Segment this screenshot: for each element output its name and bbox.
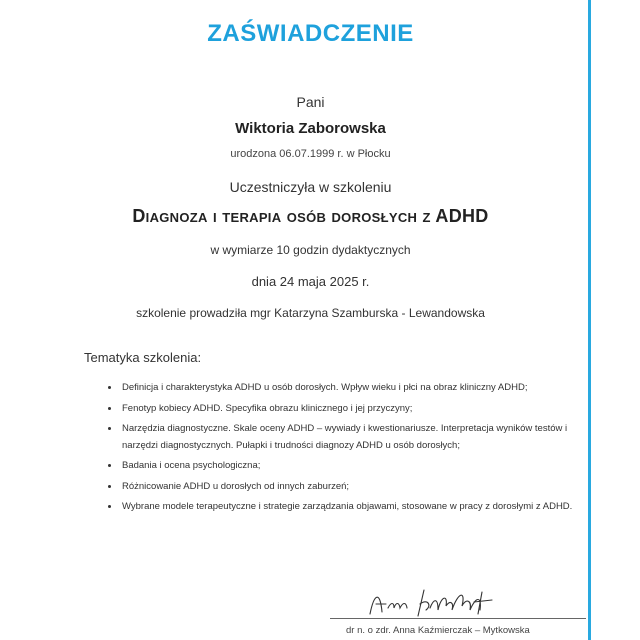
topics-list <box>96 380 580 520</box>
topic-item: • Definicja i charakterystyka ADHD u osób dorosłych. Wpływ wieku i płci na obraz kliniczny ADHD; <box>120 380 580 397</box>
certificate-title: ZAŚWIADCZENIE <box>207 20 414 47</box>
topic-item: • Różnicowanie ADHD u dorosłych od innych zaburzeń; <box>120 479 580 496</box>
birth-info: urodzona 06.07.1999 r. w Płocku <box>230 148 391 160</box>
handwritten-signature <box>360 584 510 620</box>
topics-heading: Tematyka szkolenia: <box>84 350 202 365</box>
signature-line <box>330 618 586 619</box>
course-conductor: szkolenie prowadziła mgr Katarzyna Szamburska - Lewandowska <box>136 306 485 320</box>
salutation: Pani <box>296 94 325 110</box>
course-date: dnia 24 maja 2025 r. <box>251 274 370 289</box>
participation-text: Uczestniczyła w szkoleniu <box>229 179 392 195</box>
course-hours: w wymiarze 10 godzin dydaktycznych <box>210 243 411 257</box>
topic-item: • Wybrane modele terapeutyczne i strategie zarządzania objawami, stosowane w pracy z dorosłymi z ADHD. <box>120 499 580 516</box>
recipient-name: Wiktoria Zaborowska <box>235 120 386 137</box>
signer-name: dr n. o zdr. Anna Kaźmierczak – Mytkowska <box>346 625 530 636</box>
topic-item: • Fenotyp kobiecy ADHD. Specyfika obrazu klinicznego i jej przyczyny; <box>120 401 580 418</box>
topic-item: • Narzędzia diagnostyczne. Skale oceny ADHD – wywiady i kwestionariusze. Interpretacja wyników testów i narzędzi diagnostycznych. Pułapki i trudności diagnozy ADHD u osób dorosłych; <box>120 421 580 454</box>
topic-item: • Badania i ocena psychologiczna; <box>120 458 580 475</box>
course-title: Diagnoza i terapia osób dorosłych z ADHD <box>132 206 489 226</box>
